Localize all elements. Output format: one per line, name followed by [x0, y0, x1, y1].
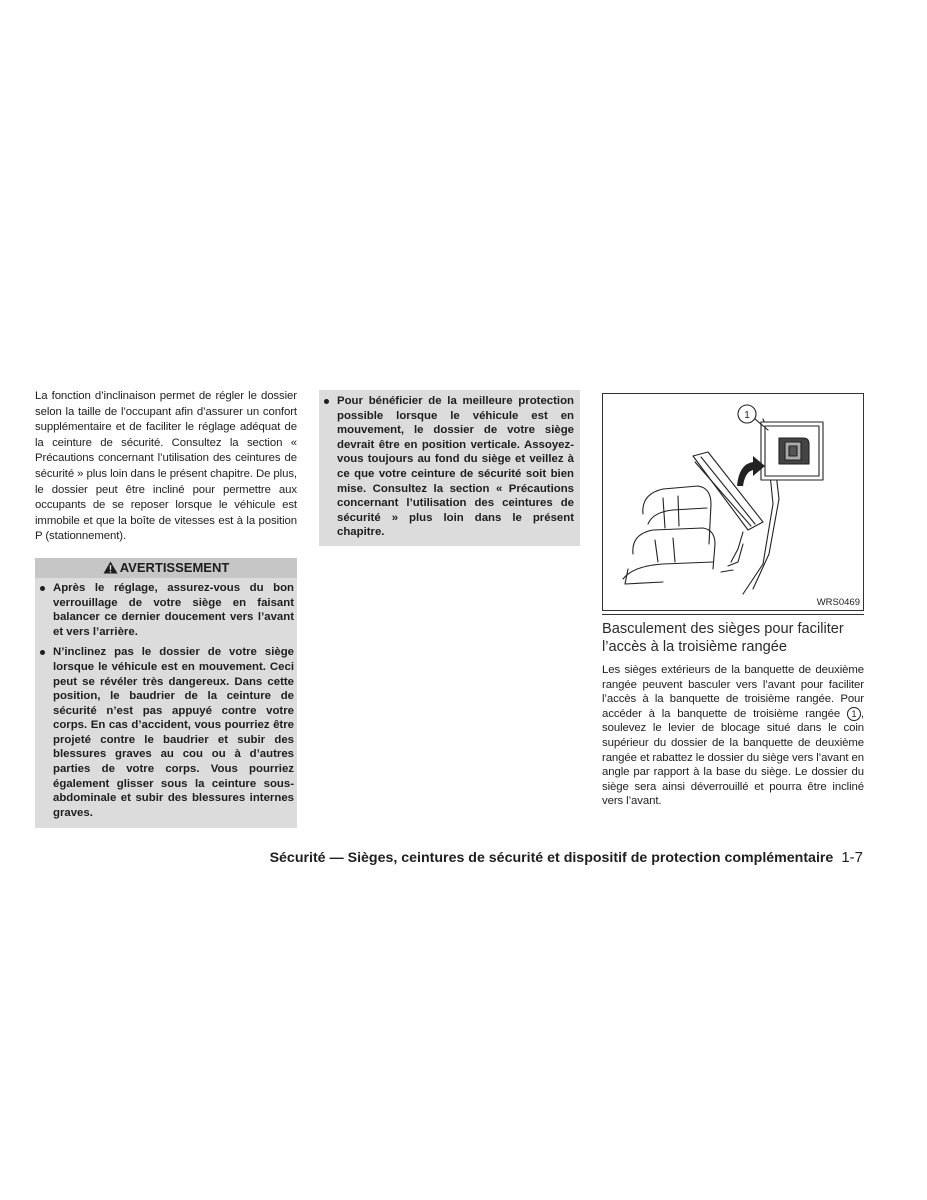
- section-heading: Basculement des sièges pour faciliter l’accès à la troisième rangée: [602, 621, 844, 655]
- recline-intro-paragraph: La fonction d’inclinaison permet de régler le dossier selon la taille de l’occupant afin d’assurer un confort supplémentaire et de faciliter le réglage adéquat de la ceinture de sécurité. Consultez la section « Précautions concernant l’utilisation des ceintures de sécurité » plus loin dans le présent chapitre. De plus, le dossier peut être incliné pour permettre aux occupants de se reposer lorsque le véhicule est immobile et que la boîte de vitesses est à la position P (stationnement).: [35, 390, 297, 543]
- instructions-text-after: , soulevez le levier de blocage situé dans le coin supérieur du dossier de la banquette de deuxième rangée et rabattez le dossier du siège vers l’avant en angle par rapport à la base du siège. Le dossier du siège sera ainsi déverrouillé et pourra être incliné vers l’avant.: [602, 707, 864, 808]
- figure-divider: [602, 614, 864, 615]
- warning-item: Pour bénéficier de la meilleure protection possible lorsque le véhicule est en mouvement, le dossier de votre siège devrait être en position verticale. Assoyez-vous toujours au fond du siège et veillez à ce que votre ceinture de sécurité soit bien mise. Consultez la section « Précautions concernant l’utilisation des ceintures de sécurité » plus loin dans le présent chapitre.: [319, 394, 577, 540]
- middle-column: [319, 390, 580, 546]
- warning-list: [35, 581, 297, 821]
- warning-triangle-icon: [103, 561, 118, 574]
- step-number-badge: 1: [847, 707, 861, 721]
- warning-header: [35, 558, 297, 578]
- warning-title: AVERTISSEMENT: [119, 559, 230, 575]
- footer-chapter-title: Sécurité — Sièges, ceintures de sécurité et dispositif de protection complémentaire: [269, 850, 834, 866]
- seat-tumble-figure: [602, 393, 864, 611]
- left-column: [35, 389, 297, 828]
- page-number: 1-7: [841, 849, 863, 866]
- page-footer: [0, 849, 863, 866]
- instructions-text-before: Les sièges extérieurs de la banquette de deuxième rangée peuvent basculer vers l’avant pour faciliter l’accès à la banquette de troisième rangée. Pour accéder à la banquette de troisième rangée: [602, 664, 864, 720]
- warning-box: [35, 558, 297, 829]
- warning-item: Après le réglage, assurez-vous du bon verrouillage de votre siège en faisant balancer ce dernier doucement vers l’avant et vers l’arrière.: [35, 581, 297, 639]
- tumble-instructions-paragraph: [602, 663, 864, 809]
- callout-number: 1: [744, 410, 750, 421]
- figure-code: WRS0469: [816, 597, 860, 608]
- right-column: [602, 393, 864, 809]
- seat-illustration: [603, 394, 863, 610]
- warning-continuation-box: [319, 390, 580, 546]
- warning-item: N’inclinez pas le dossier de votre siège lorsque le véhicule est en mouvement. Ceci peut se révéler très dangereux. Dans cette position, le baudrier de la ceinture de sécurité n’est pas appuyé contre votre corps. En cas d’accident, vous pourriez être projeté contre le baudrier et subir des blessures graves au cou ou à d’autres parties de votre corps. Vous pourriez également glisser sous la ceinture sous-abdominale et subir des blessures internes graves.: [35, 645, 297, 820]
- warning-list-continued: [319, 394, 577, 540]
